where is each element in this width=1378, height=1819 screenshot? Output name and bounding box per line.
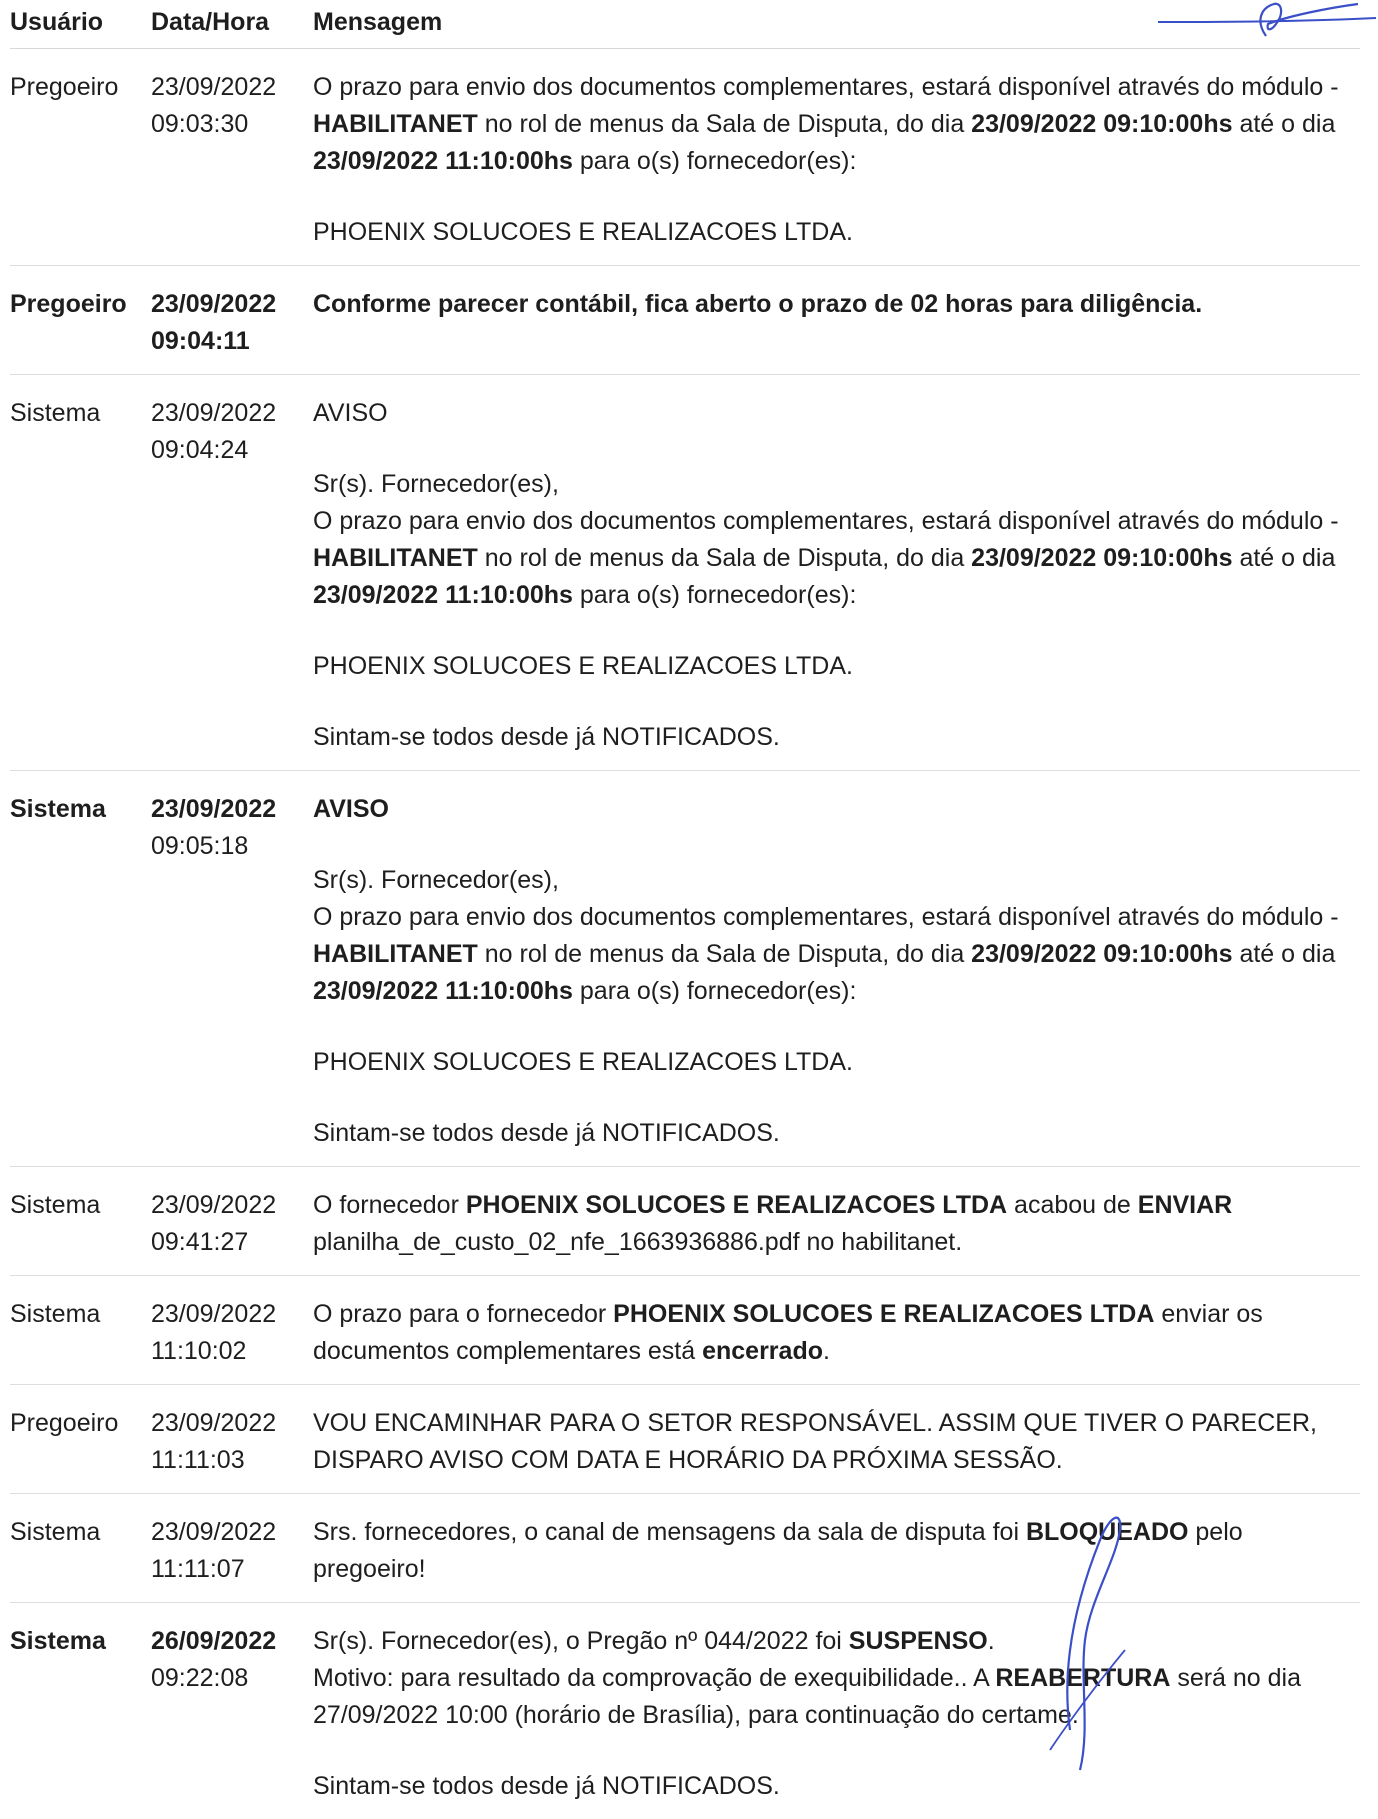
- message-text: no rol de menus da Sala de Disputa, do dia: [477, 544, 972, 572]
- message-emphasis: 23/09/2022 11:10:00hs: [313, 977, 573, 1005]
- message-emphasis: 23/09/2022 09:10:00hs: [971, 110, 1233, 138]
- message-paragraph: [313, 1623, 1360, 1660]
- row-time: 09:05:18: [151, 832, 249, 860]
- row-datetime: [151, 395, 313, 756]
- row-date: 23/09/2022: [151, 290, 277, 318]
- message-paragraph: [313, 1768, 1360, 1805]
- message-text: PHOENIX SOLUCOES E REALIZACOES LTDA.: [313, 1048, 853, 1076]
- header-user: Usuário: [10, 7, 104, 36]
- row-datetime: [151, 1187, 313, 1261]
- row-user: Pregoeiro: [10, 73, 119, 101]
- signature-mark-bottom: [1030, 1480, 1140, 1780]
- message-text: para o(s) fornecedor(es):: [572, 581, 857, 609]
- message-paragraph: [313, 466, 1360, 503]
- row-message: [313, 395, 1360, 756]
- message-text: .: [822, 1337, 830, 1365]
- row-user: Sistema: [10, 1627, 106, 1655]
- message-text: Sintam-se todos desde já NOTIFICADOS.: [313, 723, 780, 751]
- message-emphasis: HABILITANET: [313, 940, 478, 968]
- message-text: O prazo para envio dos documentos complementares, estará disponível através do módulo -: [313, 507, 1339, 535]
- row-date: 23/09/2022: [151, 1518, 277, 1546]
- row-datetime: [151, 286, 313, 360]
- message-paragraph: [313, 1044, 1360, 1081]
- message-text: Sr(s). Fornecedor(es),: [313, 470, 559, 498]
- message-paragraph: [313, 395, 1360, 432]
- message-emphasis: REABERTURA: [995, 1664, 1171, 1692]
- row-time: 09:04:11: [151, 327, 250, 355]
- message-paragraph: [313, 69, 1360, 180]
- row-user: Sistema: [10, 1518, 101, 1546]
- message-text: no rol de menus da Sala de Disputa, do dia: [477, 110, 972, 138]
- message-text: O prazo para envio dos documentos complementares, estará disponível através do módulo -: [313, 903, 1339, 931]
- message-text: VOU ENCAMINHAR PARA O SETOR RESPONSÁVEL. ASSIM QUE TIVER O PARECER, DISPARO AVISO COM DATA E HORÁRIO DA PRÓXIMA SESSÃO.: [313, 1409, 1317, 1474]
- message-paragraph: [313, 286, 1360, 323]
- message-paragraph: [313, 503, 1360, 614]
- row-message: [313, 1187, 1360, 1261]
- message-paragraph: [313, 1405, 1360, 1479]
- row-date: 23/09/2022: [151, 1409, 277, 1437]
- paragraph-gap: [313, 614, 1360, 648]
- row-message: [313, 69, 1360, 251]
- message-text: para o(s) fornecedor(es):: [572, 147, 857, 175]
- message-emphasis: encerrado: [702, 1337, 823, 1365]
- paragraph-gap: [313, 1010, 1360, 1044]
- row-time: 11:11:07: [151, 1555, 245, 1583]
- message-text: O fornecedor: [313, 1191, 466, 1219]
- message-paragraph: [313, 791, 1360, 828]
- message-paragraph: [313, 1187, 1360, 1261]
- message-emphasis: SUSPENSO: [848, 1627, 988, 1655]
- message-text: PHOENIX SOLUCOES E REALIZACOES LTDA.: [313, 652, 853, 680]
- row-time: 09:03:30: [151, 110, 249, 138]
- row-date: 23/09/2022: [151, 73, 277, 101]
- row-user: Pregoeiro: [10, 1409, 119, 1437]
- row-datetime: [151, 1405, 313, 1479]
- row-user: Sistema: [10, 399, 101, 427]
- message-emphasis: 23/09/2022 11:10:00hs: [313, 147, 573, 175]
- table-row: [10, 266, 1360, 375]
- message-text: até o dia: [1232, 940, 1336, 968]
- message-emphasis: PHOENIX SOLUCOES E REALIZACOES LTDA: [613, 1300, 1155, 1328]
- message-paragraph: [313, 862, 1360, 899]
- row-datetime: [151, 69, 313, 251]
- table-row: [10, 375, 1360, 771]
- row-time: 09:41:27: [151, 1228, 249, 1256]
- table-row: [10, 49, 1360, 266]
- row-datetime: [151, 791, 313, 1152]
- message-text: O prazo para o fornecedor: [313, 1300, 614, 1328]
- message-text: Sintam-se todos desde já NOTIFICADOS.: [313, 1119, 780, 1147]
- row-date: 23/09/2022: [151, 1300, 277, 1328]
- row-time: 11:11:03: [151, 1446, 245, 1474]
- message-text: até o dia: [1232, 110, 1336, 138]
- message-emphasis: PHOENIX SOLUCOES E REALIZACOES LTDA: [465, 1191, 1008, 1219]
- header-datetime: Data/Hora: [151, 7, 270, 36]
- message-paragraph: [313, 899, 1360, 1010]
- message-text: no rol de menus da Sala de Disputa, do dia: [477, 940, 972, 968]
- message-emphasis: AVISO: [313, 795, 389, 823]
- message-text: para o(s) fornecedor(es):: [572, 977, 857, 1005]
- message-emphasis: HABILITANET: [313, 544, 478, 572]
- paragraph-gap: [313, 828, 1360, 862]
- table-row: [10, 1167, 1360, 1276]
- message-paragraph: [313, 214, 1360, 251]
- message-text: Sr(s). Fornecedor(es),: [313, 866, 559, 894]
- message-paragraph: [313, 1296, 1360, 1370]
- message-text: Sintam-se todos desde já NOTIFICADOS.: [313, 1772, 780, 1800]
- table-row: [10, 1603, 1360, 1819]
- table-row: [10, 1276, 1360, 1385]
- message-rows: [10, 49, 1360, 1819]
- message-text: Sr(s). Fornecedor(es), o Pregão nº 044/2022 foi: [313, 1627, 849, 1655]
- message-paragraph: [313, 648, 1360, 685]
- message-paragraph: [313, 719, 1360, 756]
- message-text: O prazo para envio dos documentos complementares, estará disponível através do módulo -: [313, 73, 1339, 101]
- table-row: [10, 1385, 1360, 1494]
- message-text: Conforme parecer contábil, fica aberto o prazo de 02 horas para diligência.: [313, 290, 1203, 318]
- message-emphasis: 23/09/2022 09:10:00hs: [971, 544, 1233, 572]
- message-text: PHOENIX SOLUCOES E REALIZACOES LTDA.: [313, 218, 853, 246]
- row-message: [313, 1296, 1360, 1370]
- message-emphasis: BLOQUEADO: [1025, 1518, 1189, 1546]
- message-text: será no dia 27/09/2022 10:00 (horário de Brasília), para continuação do certame.: [313, 1664, 1302, 1729]
- row-datetime: [151, 1296, 313, 1370]
- row-time: 09:22:08: [151, 1664, 249, 1692]
- message-text: planilha_de_custo_02_nfe_1663936886.pdf no habilitanet.: [313, 1228, 963, 1256]
- paragraph-gap: [313, 1734, 1360, 1768]
- message-paragraph: [313, 1115, 1360, 1152]
- row-date: 23/09/2022: [151, 1191, 277, 1219]
- row-date: 23/09/2022: [151, 795, 277, 823]
- row-message: [313, 1623, 1360, 1805]
- paragraph-gap: [313, 685, 1360, 719]
- row-message: [313, 791, 1360, 1152]
- message-emphasis: 23/09/2022 11:10:00hs: [313, 581, 573, 609]
- header-message: Mensagem: [313, 7, 443, 36]
- message-text: até o dia: [1232, 544, 1336, 572]
- message-text: pelo pregoeiro!: [313, 1518, 1243, 1583]
- row-time: 11:10:02: [151, 1337, 247, 1365]
- message-text: Srs. fornecedores, o canal de mensagens da sala de disputa foi: [313, 1518, 1026, 1546]
- paragraph-gap: [313, 432, 1360, 466]
- message-text: enviar os documentos complementares está: [313, 1300, 1263, 1365]
- message-text: AVISO: [313, 399, 388, 427]
- paragraph-gap: [313, 1081, 1360, 1115]
- message-paragraph: [313, 1514, 1360, 1588]
- row-datetime: [151, 1623, 313, 1805]
- row-user: Sistema: [10, 1300, 101, 1328]
- message-emphasis: HABILITANET: [313, 110, 478, 138]
- message-text: acabou de: [1007, 1191, 1138, 1219]
- row-message: [313, 1514, 1360, 1588]
- row-date: 26/09/2022: [151, 1627, 277, 1655]
- row-datetime: [151, 1514, 313, 1588]
- row-date: 23/09/2022: [151, 399, 277, 427]
- row-user: Pregoeiro: [10, 290, 127, 318]
- row-time: 09:04:24: [151, 436, 249, 464]
- message-emphasis: ENVIAR: [1137, 1191, 1233, 1219]
- table-row: [10, 771, 1360, 1167]
- paragraph-gap: [313, 180, 1360, 214]
- message-paragraph: [313, 1660, 1360, 1734]
- row-message: [313, 1405, 1360, 1479]
- message-emphasis: 23/09/2022 09:10:00hs: [971, 940, 1233, 968]
- message-log: [10, 0, 1360, 1819]
- message-text: .: [987, 1627, 995, 1655]
- row-user: Sistema: [10, 1191, 101, 1219]
- row-user: Sistema: [10, 795, 106, 823]
- table-row: [10, 1494, 1360, 1603]
- signature-mark-top: [1148, 0, 1378, 40]
- row-message: [313, 286, 1360, 360]
- message-text: Motivo: para resultado da comprovação de exequibilidade.. A: [313, 1664, 996, 1692]
